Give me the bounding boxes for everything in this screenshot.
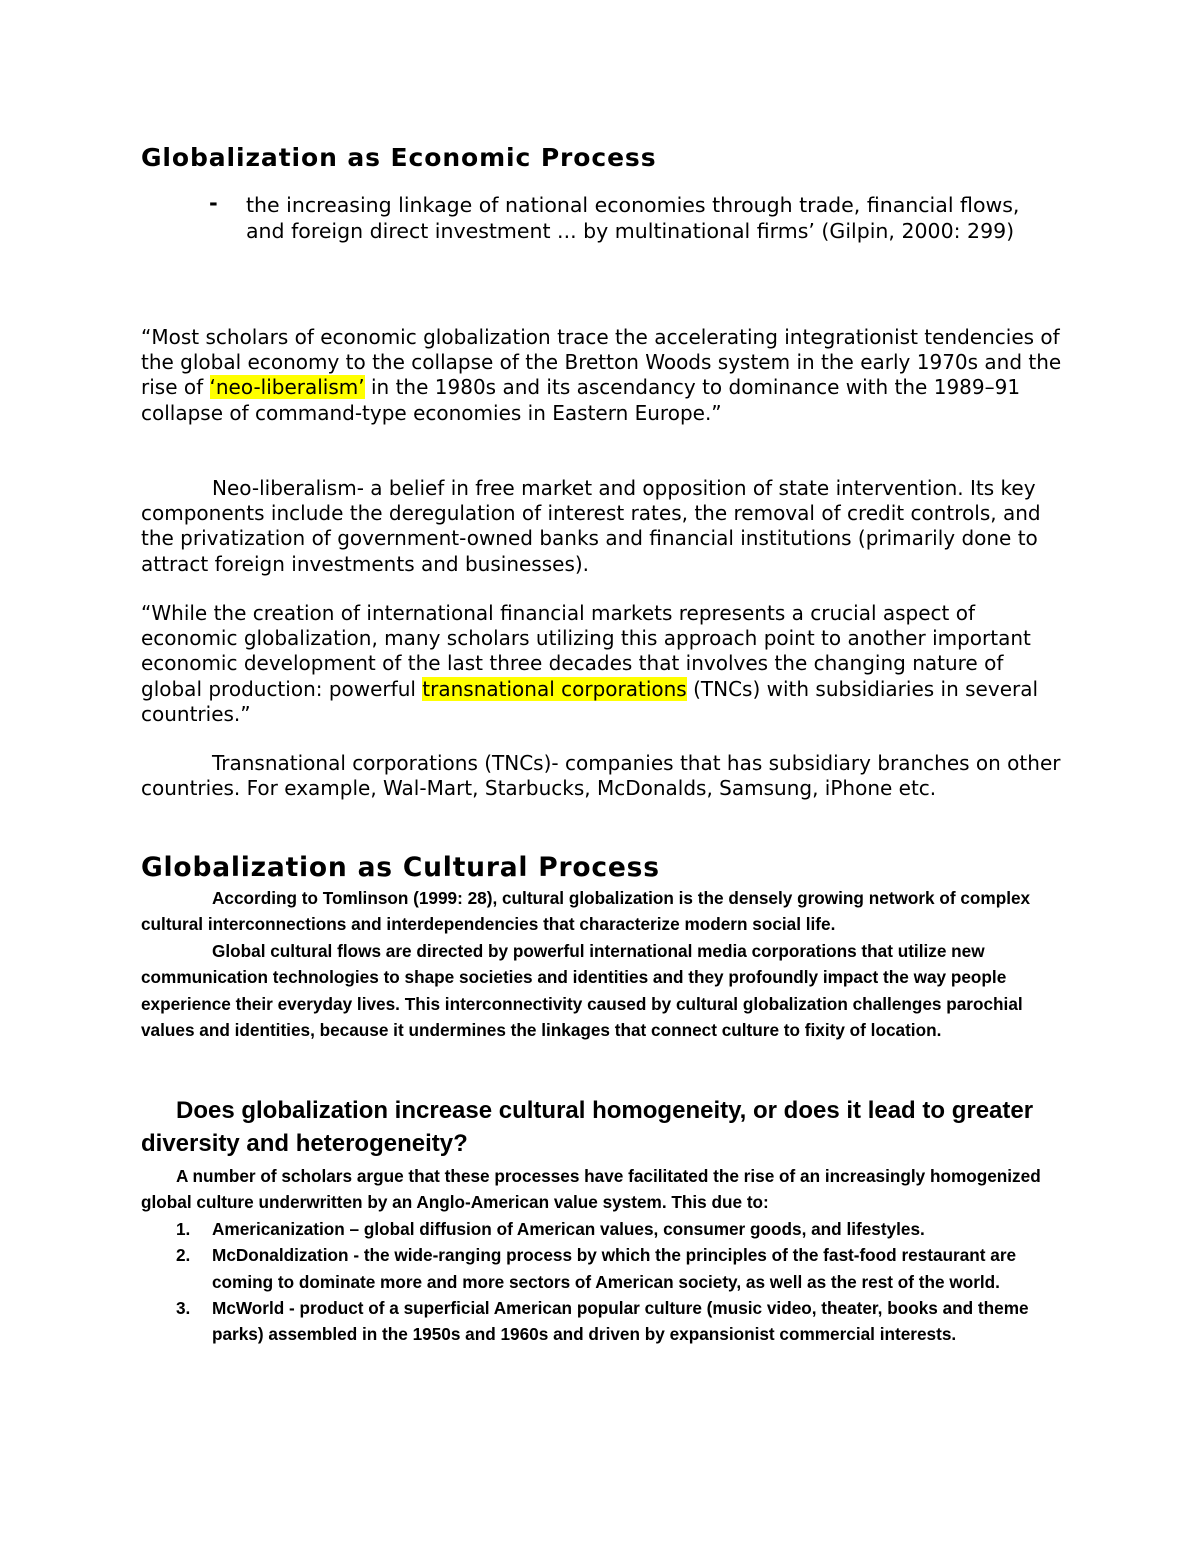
tomlinson-paragraph: According to Tomlinson (1999: 28), cultural globalization is the densely growing network of complex cultural interconnections and interdependencies that characterize modern social life. <box>141 888 1031 935</box>
cultural-heading: Globalization as Cultural Process <box>141 852 660 883</box>
cultural-flows-paragraph: Global cultural flows are directed by powerful international media corporations that utilize new communication technologies to shape societies and identities and they profoundly impact the way people experience their everyday lives. This interconnectivity caused by cultural globalization challenges parochial values and identities, because it undermines the linkages that connect culture to fixity of location. <box>141 941 1023 1040</box>
quote-neoliberalism <box>141 325 1066 426</box>
list-number: 3. <box>176 1297 191 1318</box>
homogenization-causes-list <box>141 1216 1066 1347</box>
list-item <box>141 1216 1066 1242</box>
list-item-text: Americanization – global diffusion of American values, consumer goods, and lifestyles. <box>212 1219 925 1239</box>
quote-text: (TNCs) with subsidiaries in several countries.” <box>141 676 1039 726</box>
list-item-text: McWorld - product of a superficial American popular culture (music video, theater, books and theme parks) assembled in the 1950s and 1960s and driven by expansionist commercial interests. <box>212 1297 1029 1345</box>
list-item <box>141 1295 1066 1348</box>
homogeneity-question-heading: Does globalization increase cultural homogeneity, or does it lead to greater diversity and heterogeneity? <box>141 1097 1034 1157</box>
list-item-text: McDonaldization - the wide-ranging process by which the principles of the fast-food restaurant are coming to dominate more and more sectors of American society, as well as the rest of the world. <box>212 1245 1017 1292</box>
quote-text: in the 1980s and its ascendancy to dominance with the 1989–91 collapse of command-type economies in Eastern Europe.” <box>141 375 1021 425</box>
globalization-definition: the increasing linkage of national economies through trade, financial flows, and foreign direct investment ... by multinational firms’ (Gilpin, 2000: 299) <box>246 193 1020 243</box>
quote-tnc <box>141 601 1066 727</box>
tnc-definition: Transnational corporations (TNCs)- companies that has subsidiary branches on other countries. For example, Wal-Mart, Starbucks, McDonalds, Samsung, iPhone etc. <box>141 751 1061 801</box>
highlighted-term: transnational corporations <box>422 676 687 701</box>
neoliberalism-definition: Neo-liberalism- a belief in free market and opposition of state intervention. Its key components include the deregulation of interest rates, the removal of credit controls, and the privatization of government-owned banks and financial institutions (primarily done to attract foreign investments and businesses). <box>141 476 1041 576</box>
highlighted-term: ‘neo-liberalism’ <box>209 375 365 400</box>
list-item <box>141 1242 1066 1295</box>
economic-heading: Globalization as Economic Process <box>141 143 657 172</box>
list-number: 2. <box>176 1245 191 1266</box>
dash-bullet: - <box>209 191 218 215</box>
quote-text: “Most scholars of economic globalization trace the accelerating integrationist tendencies of the global economy to the collapse of the Bretton Woods system in the early 1970s and the rise of <box>141 325 1062 400</box>
quote-text: “While the creation of international financial markets represents a crucial aspect of economic globalization, many scholars utilizing this approach point to another important economic development of the last three decades that involves the changing nature of global production: powerful <box>141 601 1031 701</box>
scholars-intro-paragraph: A number of scholars argue that these processes have facilitated the rise of an increasingly homogenized global culture underwritten by an Anglo-American value system. This due to: <box>141 1166 1041 1213</box>
list-number: 1. <box>176 1219 191 1239</box>
